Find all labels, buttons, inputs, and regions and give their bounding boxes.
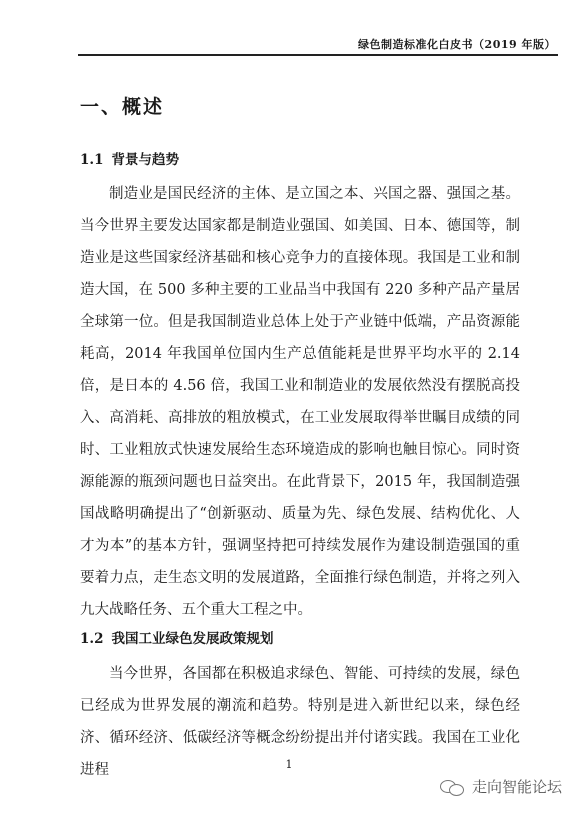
subsection-number: 1.2 [80, 631, 104, 647]
header-rule [78, 54, 558, 56]
wechat-icon [440, 778, 466, 796]
subsection-heading-1-1 [80, 148, 179, 168]
section-title: 一、概述 [80, 96, 165, 118]
paragraph-policy: 当今世界，各国都在积极追求绿色、智能、可持续的发展，绿色已经成为世界发展的潮流和趋势。特别是进入新世纪以来，绿色经济、循环经济、低碳经济等概念纷纷提出并付诸实践。我国在工业化进程 [80, 666, 520, 778]
running-header: 绿色制造标准化白皮书（2019 年版） [358, 38, 556, 51]
subsection-heading-1-2 [80, 627, 274, 647]
subsection-title: 背景与趋势 [111, 152, 179, 168]
watermark-text: 走向智能论坛 [471, 778, 562, 796]
page-number: 1 [285, 758, 293, 771]
watermark [440, 776, 562, 797]
subsection-title: 我国工业绿色发展政策规划 [111, 631, 274, 647]
subsection-number: 1.1 [80, 152, 104, 168]
paragraph-background: 制造业是国民经济的主体、是立国之本、兴国之器、强国之基。当今世界主要发达国家都是制造业强国、如美国、日本、德国等，制造业是这些国家经济基础和核心竞争力的直接体现。我国是工业和制造大国，在 500 多种主要的工业品当中我国有 220 多种产品产量居全球第一位。但是我国制造业总体上处于产业链中低端，产品资源能耗高，2014 年我国单位国内生产总值能耗是世界平均水平的 2.14 倍，是日本的 4.56 倍，我国工业和制造业的发展依然没有摆脱高投入、高消耗、高排放的粗放模式，在工业发展取得举世瞩目成绩的同时、工业粗放式快速发展给生态环境造成的影响也触目惊心。同时资源能源的瓶颈问题也日益突出。在此背景下，2015 年，我国制造强国战略明确提出了“创新驱动、质量为先、绿色发展、结构优化、人才为本”的基本方针，强调坚持把可持续发展作为建设制造强国的重要着力点，走生态文明的发展道路，全面推行绿色制造，并将之列入九大战略任务、五个重大工程之中。 [80, 186, 520, 618]
